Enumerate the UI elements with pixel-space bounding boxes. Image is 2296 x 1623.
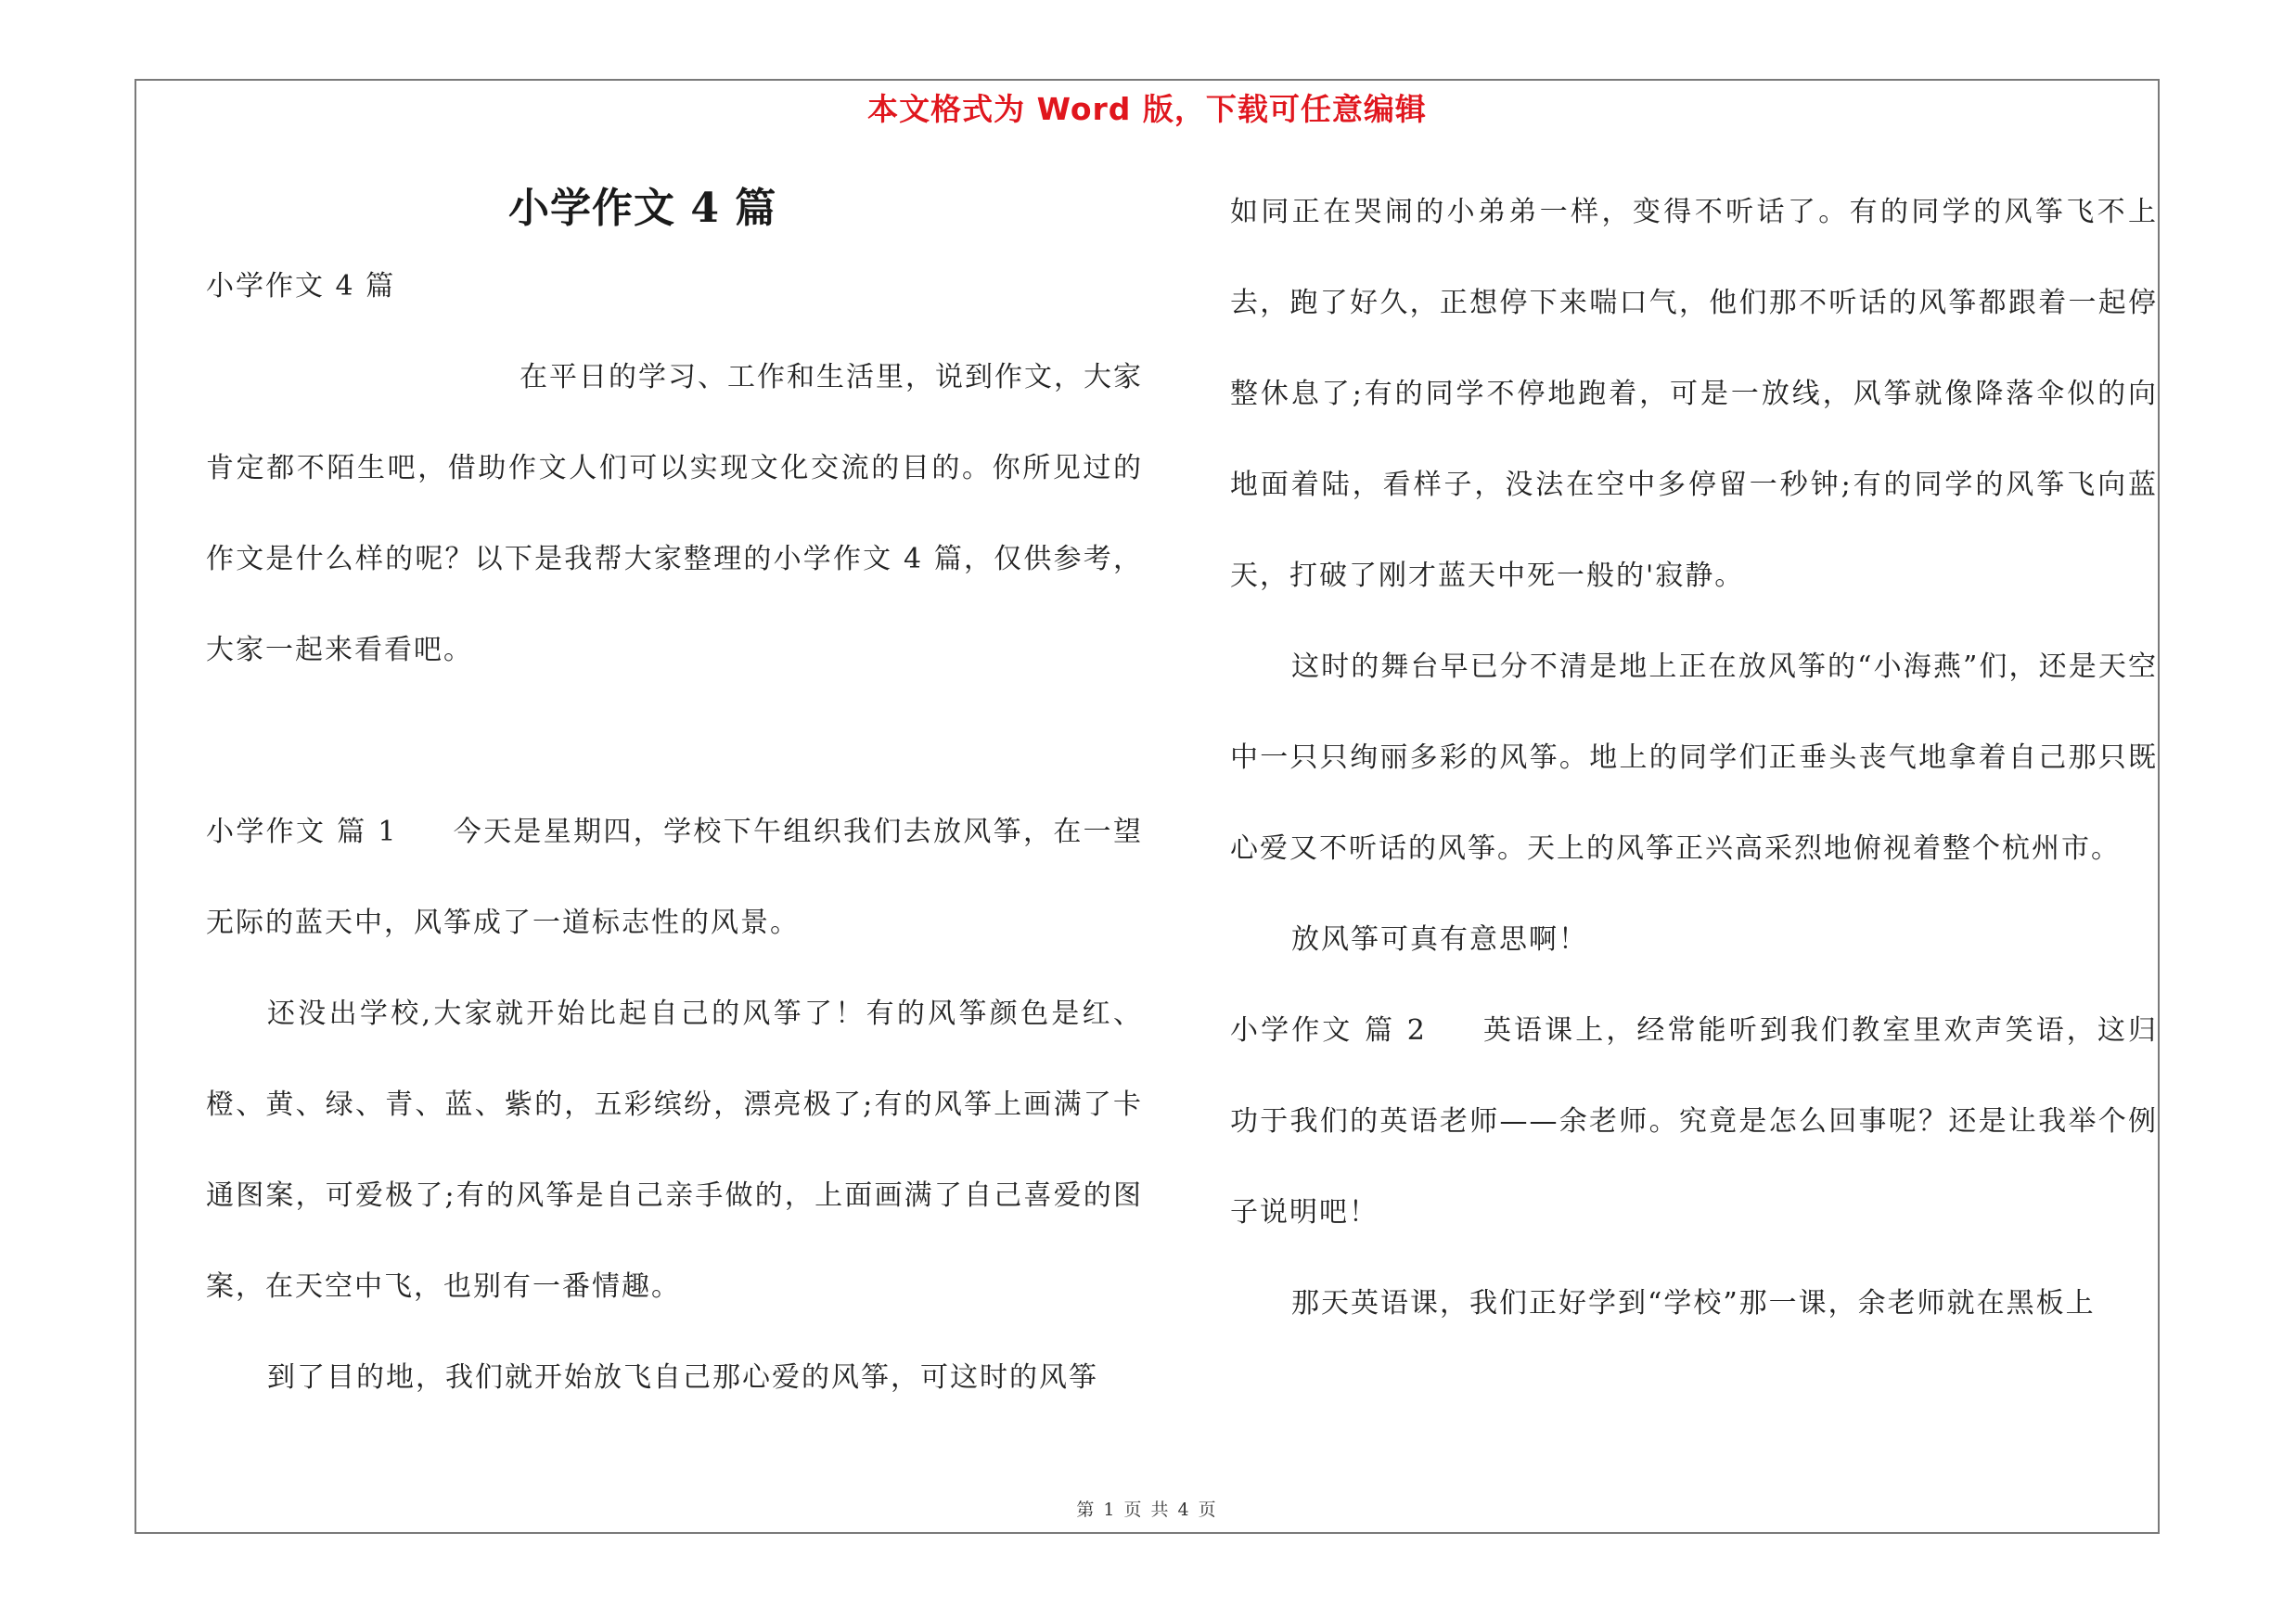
section-2-label: 小学作文 篇 2 (1230, 1014, 1427, 1047)
section-1-paragraph-3: 到了目的地，我们就开始放飞自己那心爱的风筝，可这时的风筝 (267, 1361, 1098, 1394)
left-column (206, 176, 1143, 1423)
document-title: 小学作文 4 篇 (508, 185, 777, 232)
format-notice-banner: 本文格式为 Word 版，下载可任意编辑 (867, 91, 1427, 127)
section-2-paragraph (1230, 985, 2158, 1258)
document-subtitle: 小学作文 4 篇 (206, 270, 396, 303)
right-paragraph-2: 这时的舞台早已分不清是地上正在放风筝的“小海燕”们，还是天空中一只只绚丽多彩的风筝。地上的同学们正垂头丧气地拿着自己那只既心爱又不听话的风筝。天上的风筝正兴高采烈地俯视着整个杭州市。 (1230, 650, 2158, 865)
intro-paragraph: 在平日的学习、工作和生活里，说到作文，大家肯定都不陌生吧，借助作文人们可以实现文化交流的目的。你所见过的作文是什么样的呢？以下是我帮大家整理的小学作文 4 篇，仅供参考，大家一起来看看吧。 (206, 361, 1143, 666)
section-1-lead: 今天是星期四，学校下午组织我们去放风筝，在一望无际的蓝天中，风筝成了一道标志性的风景。 (206, 816, 1143, 939)
right-column (1230, 167, 2158, 1349)
page-number-footer: 第 1 页 共 4 页 (1076, 1500, 1218, 1520)
section-1-paragraph (206, 787, 1143, 969)
section-1-paragraph-2: 还没出学校,大家就开始比起自己的风筝了！有的风筝颜色是红、橙、黄、绿、青、蓝、紫的，五彩缤纷，漂亮极了;有的风筝上画满了卡通图案，可爱极了;有的风筝是自己亲手做的，上面画满了自己喜爱的图案，在天空中飞，也别有一番情趣。 (206, 998, 1143, 1303)
paragraph-gap (206, 696, 1143, 787)
right-paragraph-1: 如同正在哭闹的小弟弟一样，变得不听话了。有的同学的风筝飞不上去，跑了好久，正想停下来喘口气，他们那不听话的风筝都跟着一起停整休息了;有的同学不停地跑着，可是一放线，风筝就像降落伞似的向地面着陆，看样子，没法在空中多停留一秒钟;有的同学的风筝飞向蓝天，打破了刚才蓝天中死一般的'寂静。 (1230, 196, 2158, 592)
section-2-paragraph-2: 那天英语课，我们正好学到“学校”那一课，余老师就在黑板上 (1291, 1287, 2096, 1320)
right-paragraph-3: 放风筝可真有意思啊！ (1291, 923, 1588, 956)
section-2-lead: 英语课上，经常能听到我们教室里欢声笑语，这归功于我们的英语老师——余老师。究竟是怎么回事呢？还是让我举个例子说明吧！ (1230, 1014, 2158, 1229)
section-1-label: 小学作文 篇 1 (206, 816, 398, 848)
